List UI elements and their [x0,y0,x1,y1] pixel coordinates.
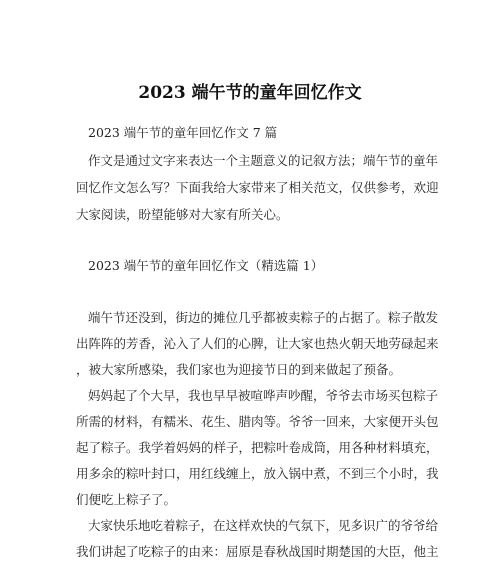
paragraph1-line-2: 出阵阵的芳香，沁入了人们的心脾，让大家也热火朝天地劳碌起来 [76,336,439,351]
intro-line-1: 作文是通过文字来表达一个主题意义的记叙方法；端午节的童年 [88,153,439,168]
document-subtitle: 2023 端午节的童年回忆作文 7 篇 [88,125,278,140]
paragraph2-line-4: 用多余的粽叶封口，用红线缠上，放入锅中煮，不到三个小时，我 [76,466,439,481]
intro-line-2: 回忆作文怎么写？下面我给大家带来了相关范文，仅供参考，欢迎 [76,180,439,195]
section-heading: 2023 端午节的童年回忆作文（精选篇 1） [88,258,324,273]
paragraph1-line-3: ，被大家所感染，我们家也为迎接节日的到来做起了预备。 [76,362,402,377]
paragraph1-line-1: 端午节还没到，街边的摊位几乎都被卖粽子的占据了。粽子散发 [88,310,439,325]
paragraph3-line-1: 大家快乐地吃着粽子，在这样欢快的气氛下，见多识广的爷爷给 [88,518,439,533]
document-title: 2023 端午节的童年回忆作文 [138,83,362,103]
paragraph2-line-3: 起了粽子。我学着妈妈的样子，把粽叶卷成筒，用各种材料填充， [76,440,439,455]
paragraph2-line-2: 所需的材料，有糯米、花生、腊肉等。爷爷一回来，大家便开头包 [76,414,439,429]
paragraph2-line-1: 妈妈起了个大早，我也早早被喧哗声吵醒，爷爷去市场买包粽子 [88,388,439,403]
paragraph2-line-5: 们便吃上粽子了。 [76,492,177,507]
paragraph3-line-2: 我们讲起了吃粽子的由来：屈原是春秋战国时期楚国的大臣，他主 [76,544,439,559]
intro-line-3: 大家阅读，盼望能够对大家有所关心。 [76,207,289,222]
